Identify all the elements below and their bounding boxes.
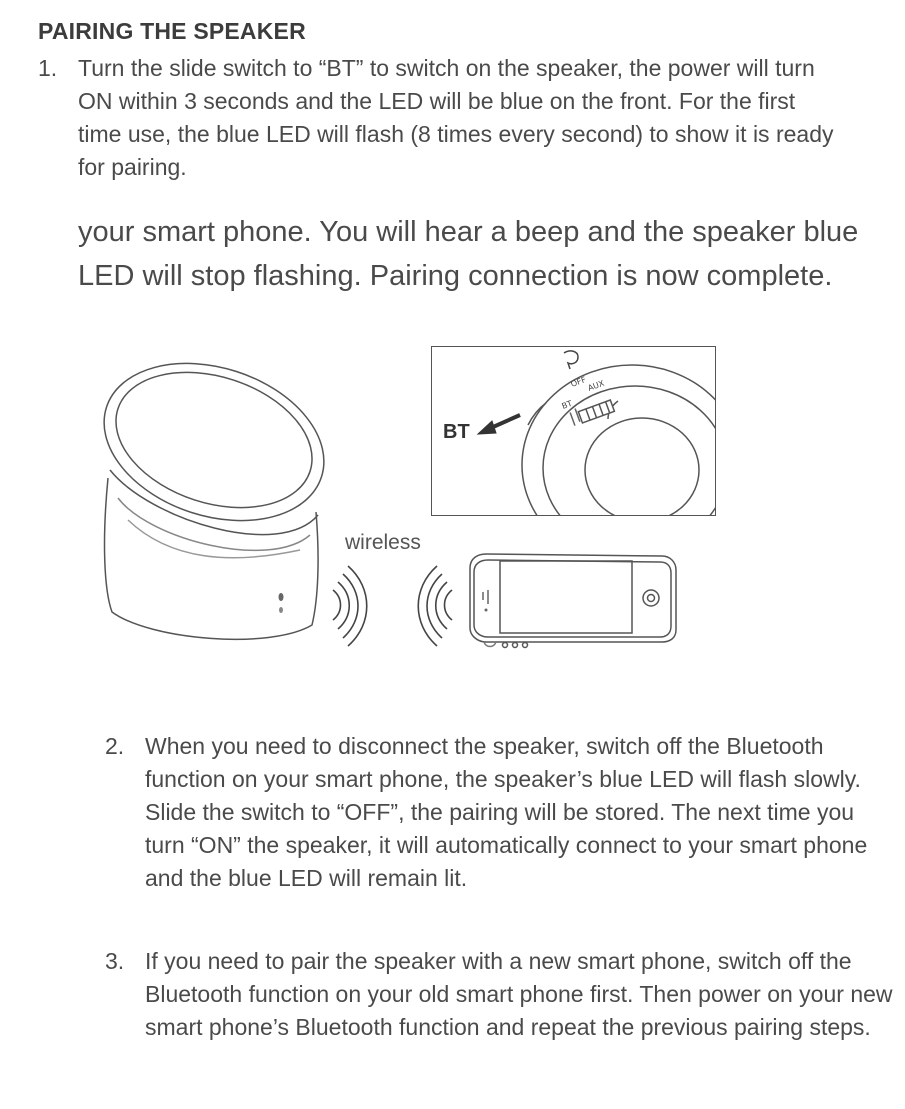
step-number: 2.: [105, 733, 125, 759]
step-3: [105, 945, 895, 1044]
continuation-paragraph: your smart phone. You will hear a beep and the speaker blue LED will stop flashing. Pairing connection is now complete.: [78, 216, 859, 292]
step-number: 3.: [105, 948, 125, 974]
speaker-icon: [84, 337, 345, 640]
sound-waves-icon: [333, 566, 367, 646]
switch-label-aux: AUX: [586, 378, 606, 393]
switch-label-off: OFF: [569, 375, 588, 389]
step-text: If you need to pair the speaker with a new smart phone, switch off the Bluetooth function on your old smart phone first. Then power on your new smart phone’s Bluetooth function and repeat the previous pairing steps.: [145, 948, 893, 1040]
switch-label-bt: BT: [560, 398, 574, 411]
bt-label: BT: [443, 421, 470, 443]
step-2: [105, 730, 895, 895]
section-heading: PAIRING THE SPEAKER: [38, 18, 306, 44]
slide-switch-icon: [432, 347, 716, 516]
sound-waves-icon: [418, 566, 452, 646]
smartphone-icon: [470, 554, 676, 648]
step-number: 1.: [38, 55, 58, 81]
step-text: Turn the slide switch to “BT” to switch on the speaker, the power will turn ON within 3 seconds and the LED will be blue on the front. For the first time use, the blue LED will flash (8 times every second) to show it is ready for pairing.: [78, 55, 834, 180]
wireless-label: wireless: [345, 531, 421, 554]
switch-inset: [431, 346, 716, 516]
arrow-icon: [478, 415, 520, 434]
step-text: When you need to disconnect the speaker, switch off the Bluetooth function on your smart phone, the speaker’s blue LED will flash slowly. Slide the switch to “OFF”, the pairing will be stored. The next time you turn “ON” the speaker, it will automatically connect to your smart phone and the blue LED will remain lit.: [145, 733, 868, 891]
